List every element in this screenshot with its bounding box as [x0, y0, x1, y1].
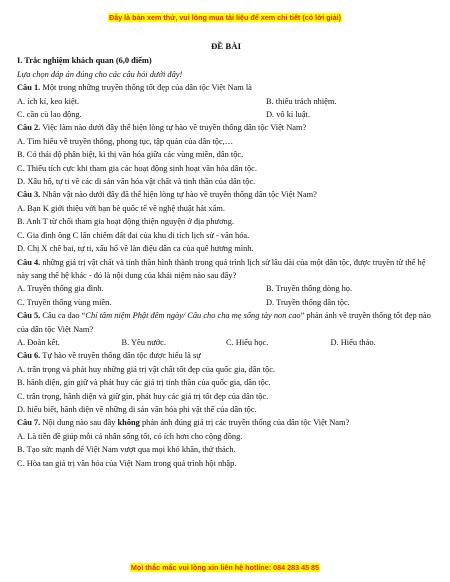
option-a: A. ích kỉ, keo kiệt.: [17, 96, 80, 106]
option-b: B. Yêu nước.: [121, 337, 166, 347]
option-d: D. vô kỉ luật.: [266, 110, 310, 120]
question-text: Câu ca dao “: [40, 311, 86, 321]
question-number: Câu 7.: [17, 418, 41, 428]
instruction-text: Lựa chọn đáp án đúng cho các câu hỏi dưới đây!: [17, 69, 183, 79]
option-b: B. Anh T từ chối tham gia hoạt động thiện nguyện ở địa phương.: [17, 217, 234, 227]
question-text: Một trong những truyền thống tốt đẹp của dân tộc Việt Nam là: [40, 83, 252, 93]
question-text: Tự hào về truyền thống dân tộc được hiểu là sự: [40, 351, 201, 361]
option-a: A. Đoàn kết.: [17, 337, 60, 347]
exam-content: [17, 40, 435, 470]
option-c: C. Thiếu tích cực khi tham gia các hoạt động sinh hoạt văn hóa dân tộc.: [17, 163, 257, 173]
question-number: Câu 5.: [17, 311, 41, 321]
option-c: C. Gia đình ông C lấn chiếm đất đai của khu di tích lịch sử - văn hóa.: [17, 230, 250, 240]
preview-notice-banner: [0, 13, 450, 22]
option-d: D. Hiếu thảo.: [330, 337, 376, 347]
question-1-options: [17, 95, 435, 122]
option-c: C. trân trọng, hãnh diện và giữ gìn, phát huy các giá trị tốt đẹp của dân tộc.: [17, 391, 269, 401]
option-c: C. Hiếu học.: [226, 337, 269, 347]
option-a: A. Bạn K giới thiệu với bạn bè quốc tế về nghệ thuật hát xẩm.: [17, 203, 225, 213]
question-2: [17, 121, 435, 134]
option-b: B. Có thái độ phân biệt, kì thị văn hóa giữa các vùng miền, dân tộc.: [17, 150, 244, 160]
option-b: B. thiếu trách nhiệm.: [266, 96, 337, 106]
emphasis-not: không: [117, 418, 140, 428]
question-text: Việc làm nào dưới đây thể hiện lòng tự hào về truyền thống dân tộc Việt Nam?: [40, 123, 307, 133]
option-a: A. trân trọng và phát huy những giá trị vật chất tốt đẹp của quốc gia, dân tộc.: [17, 364, 276, 374]
option-d: D. Xấu hổ, tự ti về các di sản văn hóa vật chất và tinh thần của dân tộc.: [17, 177, 256, 187]
option-c: C. Truyền thống vùng miền.: [17, 297, 112, 307]
question-number: Câu 2.: [17, 123, 41, 133]
option-b: B. Tạo sức mạnh để Việt Nam vượt qua mọi khó khăn, thử thách.: [17, 445, 236, 455]
hotline-text: Mọi thắc mắc vui lòng xin liên hệ hotline: 084 283 45 85: [130, 563, 320, 572]
question-text-continued: phản ánh đúng giá trị các truyền thống của dân tộc Việt Nam?: [139, 418, 350, 428]
question-text: những giá trị vật chất và tinh thần hình thành trong quá trình lịch sử lâu dài của một dân tộc, được truyền từ thế hệ này sang thế hệ khác - đó là nội dung của khái niệm nào sau đây?: [17, 257, 426, 280]
question-5-options: [17, 336, 435, 349]
question-number: Câu 3.: [17, 190, 41, 200]
question-text-continued: ” phản ánh về truyền thống tốt đẹp nào của dân tộc Việt Nam?: [17, 311, 431, 334]
option-a: A. Truyền thống gia đình.: [17, 284, 104, 294]
option-d: D. Truyền thống dân tộc.: [266, 297, 350, 307]
hotline-banner: [0, 563, 450, 572]
option-a: A. Tìm hiểu về truyền thống, phong tục, tập quán của dân tộc,…: [17, 136, 234, 146]
option-a: A. Là tiền đề giúp mỗi cá nhân sống tốt, có ích hơn cho cộng đồng.: [17, 431, 243, 441]
option-c: C. cần cù lao động.: [17, 110, 82, 120]
question-3: [17, 188, 435, 201]
folk-verse-quote: Chí tâm niệm Phật đêm ngày/ Câu cho cha mẹ sống tày non cao: [85, 311, 301, 321]
question-7: [17, 416, 435, 429]
question-5: [17, 309, 435, 336]
question-4-options: [17, 282, 435, 309]
preview-notice-text: Đây là bản xem thử, vui lòng mua tài liệu để xem chi tiết (có lời giải): [109, 13, 341, 22]
option-c: C. Hòa tan giá trị văn hóa của Việt Nam trong quá trình hội nhập.: [17, 458, 237, 468]
question-text: Nhân vật nào dưới đây đã thể hiện lòng tự hào về truyền thống dân tộc Việt Nam?: [40, 190, 317, 200]
question-1: [17, 81, 435, 94]
question-6: [17, 349, 435, 362]
option-d: D. Chị X chê bai, tự ti, xấu hổ về làn điệu dân ca của quê hương mình.: [17, 244, 254, 254]
question-4: [17, 256, 435, 283]
exam-title: ĐỀ BÀI: [210, 41, 242, 51]
question-number: Câu 6.: [17, 351, 41, 361]
option-d: D. hiểu biết, hãnh diện về những di sản văn hóa phi vật thể của dân tộc.: [17, 404, 257, 414]
question-text: Nội dung nào sau đây: [40, 418, 118, 428]
section-title: I. Trắc nghiệm khách quan (6,0 điểm): [17, 56, 152, 66]
option-b: B. hãnh diện, gìn giữ và phát huy các giá trị tinh thần của quốc gia, dân tộc.: [17, 378, 271, 388]
option-b: B. Truyền thống dòng họ.: [266, 284, 353, 294]
question-number: Câu 4.: [17, 257, 41, 267]
question-number: Câu 1.: [17, 83, 41, 93]
